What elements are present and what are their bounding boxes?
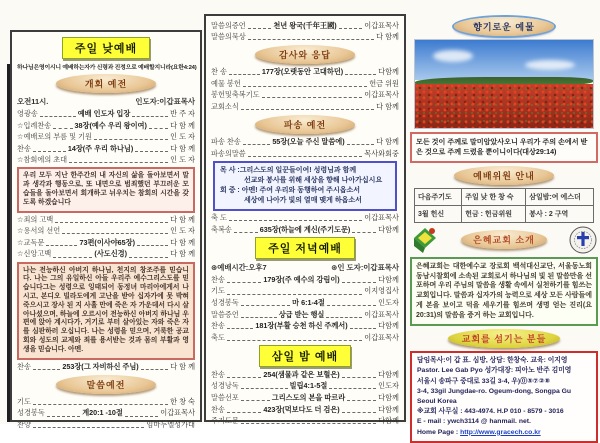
cloud [525, 60, 575, 70]
dotted-leader [132, 116, 168, 117]
dotted-leader [135, 151, 168, 152]
liturgy-row [211, 67, 399, 77]
row-l: 성경낭독 [211, 381, 239, 391]
row-r: 다함께 [378, 369, 399, 379]
row-c: 73편(이사야65장) [79, 237, 135, 247]
offering-verse-box: 모든 것이 주께로 말미암았사오니 우리가 주의 손에서 받은 것으로 주께 드렸을 뿐이니이다(대상29:14) [410, 132, 598, 163]
row-l: 영광송 [17, 109, 38, 118]
dotted-leader [229, 220, 362, 221]
responsive-line: 목 사 :그리스도의 일꾼들이여! 성령님과 함께 [220, 166, 357, 174]
row-c: 254(샘물과 같은 보혈은) [263, 369, 340, 379]
table-row [415, 205, 594, 222]
row-l: 찬송 [211, 274, 225, 284]
dotted-leader [241, 388, 288, 389]
row-c: 55장(오늘 주신 말씀에) [272, 136, 345, 146]
opening-rows [17, 109, 195, 165]
row-l: 축복송 [211, 224, 232, 234]
row-l: 성경봉독 [17, 408, 45, 418]
dotted-leader [339, 28, 363, 29]
row-c: 마 6:1-4절 [292, 298, 325, 307]
dotted-leader [241, 109, 374, 110]
row-c: (사도신경) [94, 249, 127, 259]
dotted-leader [55, 222, 168, 223]
service-time: 오전11시. [17, 97, 49, 106]
row-l: ☆예배로의 부름 및 기원 [17, 132, 92, 142]
row-r: 인 도 자 [170, 226, 195, 236]
responsive-line: 세상에 나아가 빛의 열매 맺게 하옵소서 [244, 197, 362, 205]
service-info-row [17, 96, 195, 107]
row-l: ☆입례찬송 [17, 120, 52, 130]
row-c: 14장(주 우리 하나님) [67, 143, 134, 153]
row-l: ☆교독문 [17, 237, 45, 247]
dotted-leader [141, 369, 168, 370]
row-c: 181장(부활 승천 하신 주께서) [255, 321, 348, 331]
dotted-leader [33, 369, 60, 370]
dotted-leader [234, 232, 258, 233]
evening-info-row [211, 262, 399, 273]
word-liturgy-badge: 말씀예전 [56, 375, 156, 394]
row-c: 계20:1 -10절 [82, 408, 123, 418]
sending-liturgy-badge: 파송 예전 [255, 115, 355, 134]
dotted-leader [33, 404, 168, 405]
row-l: ☆신앙고백 [17, 249, 52, 259]
section-title-sunday-day: 주일 낮예배 [62, 37, 150, 59]
dotted-leader [241, 400, 270, 401]
row-c: 38장(예수 우리 왕이여) [74, 120, 147, 130]
row-r: 다 함 께 [170, 143, 196, 153]
liturgy-row [211, 275, 399, 285]
table-row [415, 188, 594, 205]
row-l: 찬양 [17, 420, 31, 430]
fragrant-offering-badge: 향기로운 예물 [454, 17, 554, 36]
table-cell: 다음주기도 [415, 188, 462, 205]
word-rows [17, 397, 195, 430]
row-l: 말씀의증언 [211, 20, 246, 30]
dotted-leader [342, 282, 376, 283]
row-r: 이갑표목사 [364, 332, 399, 342]
dotted-leader [227, 412, 261, 413]
liturgy-row [211, 32, 399, 42]
row-r: 다 함께 [376, 136, 399, 146]
sending-responsive-box [213, 161, 397, 212]
church-intro-badge: 은혜교회 소개 [461, 230, 547, 249]
row-l: 찬송 [211, 321, 225, 331]
responsive-line: 선교와 봉사를 위해 세상을 향해 나아가십시요 [244, 176, 383, 184]
row-l: 기도 [211, 286, 225, 296]
middle-services-panel [204, 14, 406, 426]
dotted-leader [329, 388, 376, 389]
liturgy-row [17, 215, 195, 225]
row-r: 다함께 [378, 321, 399, 331]
row-l: 성경봉독 [211, 298, 239, 307]
row-c: 635장(하늘에 계신(주기도문) [259, 224, 351, 234]
row-l: 축 도 [211, 213, 227, 223]
row-r: 다함께 [378, 392, 399, 402]
row-r: 헌금 위원 [369, 78, 399, 88]
dotted-leader [227, 282, 261, 283]
liturgy-row [17, 132, 195, 142]
dotted-leader [347, 144, 375, 145]
church-intro-header [410, 225, 598, 255]
dotted-leader [62, 233, 168, 234]
row-l: 찬송 [17, 361, 31, 371]
row-l: ☆죄의 고백 [17, 214, 54, 224]
liturgy-row [17, 408, 195, 418]
liturgy-row [17, 144, 195, 154]
dotted-leader [47, 416, 80, 417]
table-cell: 삼일밤:여 에스더 [526, 188, 594, 205]
table-cell: 봉사 : 2 구역 [526, 205, 594, 222]
dotted-leader [149, 128, 168, 129]
row-r: 이갑표목사 [364, 213, 399, 223]
dotted-leader [227, 328, 254, 329]
dotted-leader [53, 128, 72, 129]
dotted-leader [53, 257, 92, 258]
responsive-line: 회 중 : 아멘! 주여 우리와 동행하여 주시옵소서 [220, 186, 360, 194]
row-l: 찬송 [211, 404, 225, 414]
table-cell: 헌금 : 헌금위원 [462, 205, 526, 222]
row-r: 반 주 자 [170, 109, 195, 118]
row-l: 파송의말씀 [211, 148, 246, 158]
liturgy-row [17, 109, 195, 119]
row-r: 이갑표목사 [364, 309, 399, 319]
row-r: 다 함 께 [170, 120, 195, 130]
liturgy-row [17, 249, 195, 259]
contact-line: 서울시 송파구 중대로 33길 3-4, 우)⓪⑤⑦②⑧ [417, 377, 551, 385]
row-r: 인 도 자 [170, 155, 195, 165]
liturgy-row [211, 21, 399, 31]
row-l: 봉헌및축복기도 [211, 90, 260, 100]
homepage-link[interactable]: http://www.gracech.co.kr [460, 428, 541, 436]
dotted-leader [137, 245, 168, 246]
row-l: ☆참회에의 초대 [17, 155, 68, 165]
row-r: 이갑표목사 [364, 20, 399, 30]
row-r: 다 함 께 [170, 214, 195, 224]
dotted-leader [326, 317, 362, 318]
dotted-leader [327, 305, 376, 306]
row-l: 찬 송 [211, 67, 227, 77]
dotted-leader [33, 427, 145, 428]
worship-committee-table [414, 188, 594, 223]
evening-leader: ⊛인 도자:이갑표목사 [331, 262, 399, 272]
row-r: 임마누엘성가대 [146, 420, 195, 430]
denomination-seal-icon [568, 225, 598, 255]
wednesday-rows [211, 370, 399, 426]
liturgy-row [17, 362, 195, 372]
row-r: 다함께 [378, 224, 400, 234]
liturgy-row [211, 149, 399, 159]
dotted-leader [227, 294, 362, 295]
row-c: 예배 인도자 입장 [77, 109, 131, 118]
dotted-leader [342, 412, 376, 413]
dotted-leader [94, 139, 168, 140]
dotted-leader [227, 377, 261, 378]
row-l: 교회소식 [211, 101, 239, 111]
row-r: 한 창 숙 [170, 396, 195, 406]
red-flower-field [415, 84, 593, 128]
row-r: 다 함께 [376, 32, 399, 42]
dotted-leader [248, 28, 272, 29]
row-l: 말씀증언 [211, 309, 239, 319]
table-cell: 주일 낮 한 창 숙 [462, 188, 526, 205]
row-r: 이갑표목사 [160, 408, 196, 418]
row-l: ☆용서의 선언 [17, 226, 61, 236]
liturgy-row [211, 137, 399, 147]
row-r: 다 함께 [376, 101, 399, 111]
opening-liturgy-badge: 개회 예전 [56, 74, 156, 93]
contact-line: 3-4, 33gil Jungdae-ro. Ogeum-dong, Songpa Gu Seoul Korea [417, 387, 572, 405]
liturgy-row [17, 155, 195, 165]
row-l: 찬송 [211, 369, 225, 379]
sending-rows [211, 137, 399, 159]
liturgy-row [211, 90, 399, 100]
dotted-leader [33, 151, 66, 152]
dotted-leader [262, 97, 363, 98]
contact-line: ※교회 사무실 : 443-4974. H.P 010 - 8579 - 3016 [417, 408, 564, 416]
dotted-leader [342, 377, 376, 378]
liturgy-row [211, 370, 399, 380]
row-l: 말씀의묵상 [211, 32, 246, 42]
row-r: 다 함 께 [170, 249, 196, 259]
liturgy-row [17, 226, 195, 236]
liturgy-row [211, 381, 399, 391]
benediction-rows [211, 213, 399, 235]
contact-line: E - mail : ywch3114 @ hanmail. net. [417, 418, 531, 426]
liturgy-row [17, 238, 195, 248]
dotted-leader [241, 423, 376, 424]
dotted-leader [229, 74, 260, 75]
liturgy-row [211, 321, 399, 331]
dotted-leader [69, 162, 168, 163]
row-r: 목사와회중 [364, 148, 399, 158]
row-c: 423장(먹보다도 더 검은) [263, 404, 340, 414]
dotted-leader [243, 144, 271, 145]
liturgy-row [211, 79, 399, 89]
church-servants-badge: 교회를 섬기는 분들 [448, 329, 560, 348]
worship-verse: 하나님은영이시니 예배하는자가 신령과 진정으로 예배할지니라(요한4:24) [17, 65, 197, 71]
liturgy-row [17, 420, 195, 430]
liturgy-row [211, 298, 399, 308]
sunday-day-worship-panel [10, 30, 202, 430]
row-c: 상급 받는 행실 [278, 309, 325, 319]
row-l: 주기도문 [211, 416, 239, 426]
liturgy-row [211, 286, 399, 296]
row-l: 예물 봉헌 [211, 78, 241, 88]
liturgy-row [211, 225, 399, 235]
dotted-leader [125, 416, 158, 417]
confession-rows [17, 215, 195, 260]
church-intro-box: 은혜교회는 대한예수교 장로회 백석대신교단, 서울동노회 동남시찰회에 소속된 교회로서 하나님의 빛 된 말씀만을 선포하며 우리 주님의 말씀을 생활 속에서 실천하기를 힘쓰는 교회입니다. 말씀과 십자가의 능력으로 세상 모든 사람들에게 본을 보이고 덕을 세우기를 힘쓰며 생명 얻는 진리(요20:31)의 말씀을 증거 하는 교회입니다. [410, 257, 598, 327]
row-l: 찬송 [17, 143, 31, 153]
liturgy-row [211, 102, 399, 112]
dotted-leader [241, 305, 290, 306]
dotted-leader [129, 257, 168, 258]
row-c: 179장(주 예수의 강림이) [263, 274, 340, 284]
row-l: 기도 [17, 396, 31, 406]
homepage-label: Home Page : [417, 428, 461, 436]
row-r: 다함께 [378, 416, 399, 426]
flower-field-photo [414, 39, 594, 129]
dotted-leader [241, 317, 277, 318]
row-l: 축도 [211, 332, 225, 342]
liturgy-row [211, 393, 399, 403]
hymn-row [17, 362, 195, 372]
row-r: 다함께 [378, 404, 399, 414]
row-l: 말씀선포 [211, 392, 239, 402]
row-c: 253장(그 자비하신 주님) [62, 361, 139, 371]
church-logo-icon [410, 226, 440, 254]
evening-rows [211, 275, 399, 343]
section-title-sunday-evening: 주일 저녁예배 [255, 237, 355, 259]
cloud [433, 50, 473, 62]
dotted-leader [243, 86, 367, 87]
liturgy-row [211, 213, 399, 223]
dotted-leader [248, 156, 363, 157]
liturgy-row [211, 416, 399, 426]
row-r: 인도자 [378, 381, 400, 391]
info-panel [410, 14, 598, 436]
dotted-leader [347, 400, 376, 401]
worship-committee-badge: 예배위원 안내 [454, 166, 554, 185]
repentance-invitation-box: 우리 모두 지난 한주간의 내 자신의 삶을 돌아보면서 말과 생각과 행동으로, 또 내면으로 범죄했던 부끄러운 모습들을 돌아보면서 회개하고 뉘우치는 참회의 시간을 갖도록 하겠습니다 [17, 167, 195, 212]
row-r: 다함께 [378, 67, 399, 77]
dotted-leader [345, 74, 376, 75]
liturgy-row [211, 405, 399, 415]
row-c: 177장(오랫동안 고대하던) [261, 67, 344, 77]
dotted-leader [227, 340, 362, 341]
contact-line: 담임목사:이 갑 표. 심방, 상담: 한창숙. 교육: 이지영 [417, 357, 568, 365]
apostles-creed-box: 나는 전능하신 아버지 하나님, 천지의 창조주를 믿습니다. 나는 그의 유일하신 아들 우리주 예수그리스도를 믿습니다그는 성령으로 잉태되어 동정녀 마리아에게서 나시고, 본디오 빌라도에게 고난을 받아 십자가에 못 박혀 죽으시고 장사 된 지 사흘 만에 죽은 자 가운데서 다시 살아나셨으며, 하늘에 오르시어 전능하신 아버지 하나님 우편에 앉아 계시다가, 거기로 부터 살아있는 자와 죽은 자를 심판하러 오십니다. 나는 성령을 믿으며, 거룩한 공교회와 성도의 교제와 죄를 용서받는 것과 몸의 부활과 영생을 믿습니다. 아멘. [17, 262, 195, 360]
liturgy-row [211, 333, 399, 343]
row-r: 인 도 자 [170, 132, 195, 142]
contact-info-box [410, 351, 598, 443]
thanks-rows [211, 67, 399, 112]
row-l: 파송 찬송 [211, 136, 241, 146]
row-c: 천년 왕국(千年王國) [273, 20, 337, 30]
service-leader: 인도자:이갑표목사 [135, 97, 195, 106]
row-r: 다 함 께 [170, 361, 196, 371]
row-r: 인도자 [378, 298, 400, 307]
section-title-wednesday-night: 삼일 밤 예배 [259, 345, 351, 367]
row-r: 다함께 [378, 274, 399, 284]
liturgy-row [17, 397, 195, 407]
dotted-leader [46, 245, 77, 246]
dotted-leader [352, 232, 376, 233]
dotted-leader [350, 328, 377, 329]
liturgy-row [17, 121, 195, 131]
row-r: 이갑표목사 [364, 90, 399, 100]
row-r: 다 함 께 [170, 237, 196, 247]
dotted-leader [40, 116, 76, 117]
thanks-response-badge: 감사와 응답 [255, 45, 355, 64]
row-r: 이지영집사 [364, 286, 399, 296]
table-cell: 3월 헌신 [415, 205, 462, 222]
evening-time: ⊛예배시간:오후7 [211, 262, 267, 272]
homepage-line [417, 428, 591, 438]
dotted-leader [248, 39, 374, 40]
liturgy-row [211, 310, 399, 320]
row-c: 빌립4:1-5절 [289, 381, 328, 391]
contact-line: Pastor. Lee Gab Pyo 성가대장: 피아노 반주 김미영 [417, 367, 572, 375]
row-c: 그리스도의 본을 따르라 [271, 392, 346, 402]
sermon-rows [211, 21, 399, 43]
